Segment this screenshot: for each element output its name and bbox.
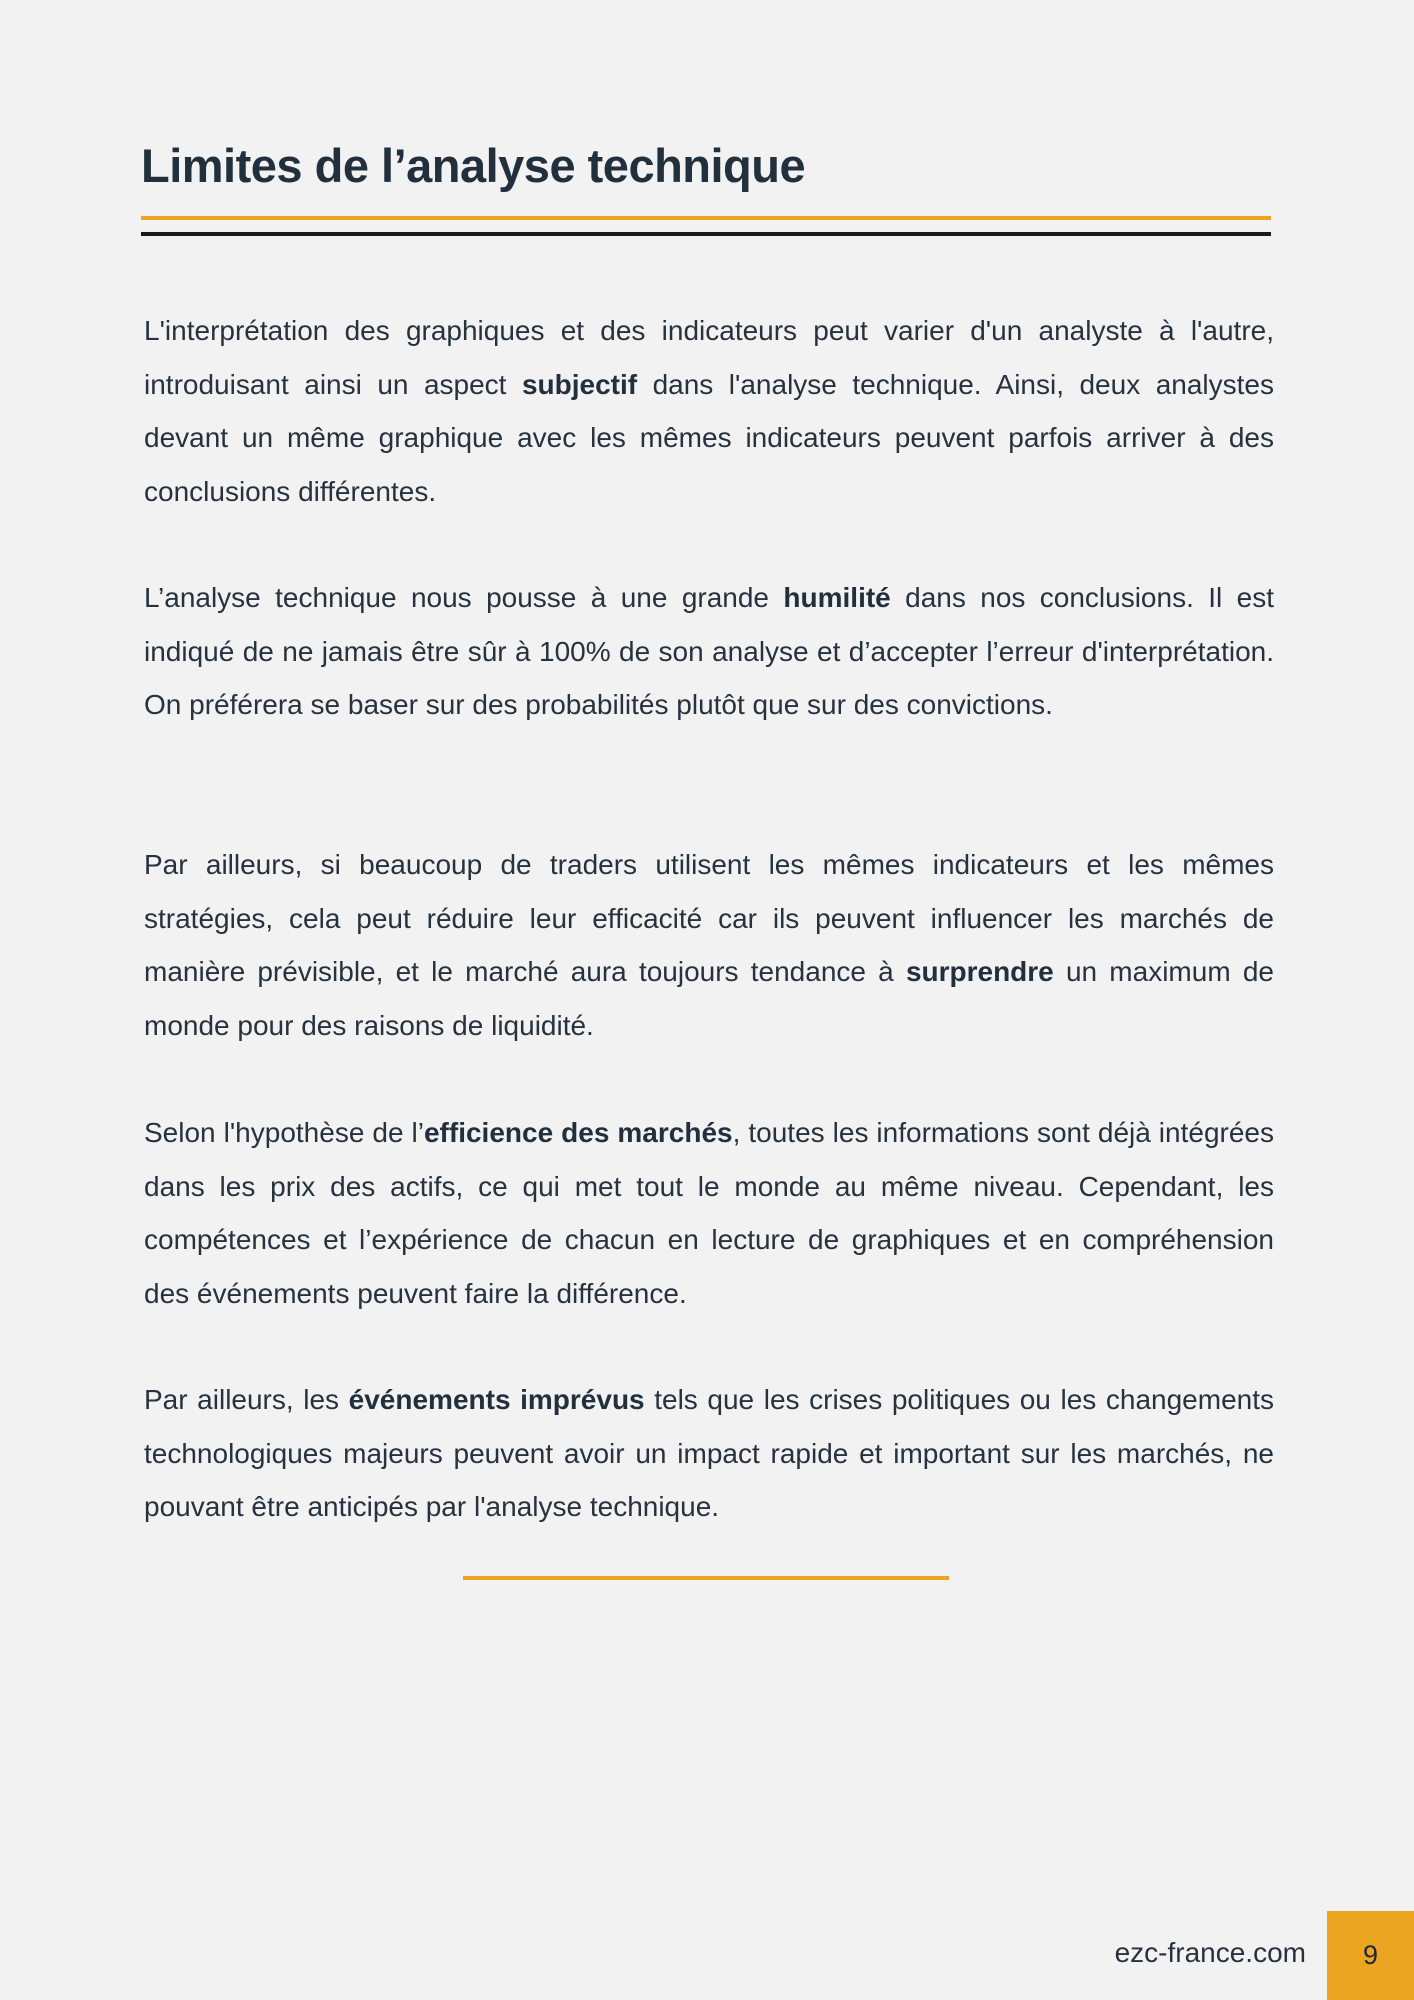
paragraph-text: Selon l'hypothèse de l’ [144,1117,424,1148]
page-number: 9 [1362,1940,1379,1970]
paragraph-humility [144,571,1274,732]
section-end-divider [463,1576,949,1580]
paragraph-text: un maximum de monde pour des raisons de liquidité. [144,956,1274,1041]
emphasis-surprendre: surprendre [905,956,1054,987]
paragraph-text: Par ailleurs, si beaucoup de traders utilisent les mêmes indicateurs et les mêmes stratégies, cela peut réduire leur efficacité car ils peuvent influencer les marchés de manière prévisible, et le marché aura toujours tendance à [144,849,1274,987]
paragraph-text: , toutes les informations sont déjà intégrées dans les prix des actifs, ce qui met tout le monde au même niveau. Cependant, les compétences et l’expérience de chacun en lecture de graphiques et en compréhension des événements peuvent faire la différence. [144,1117,1274,1309]
paragraph-text: dans l'analyse technique. Ainsi, deux analystes devant un même graphique avec les mêmes indicateurs peuvent parfois arriver à des conclusions différentes. [144,368,1274,507]
paragraph-surprise [144,838,1274,1052]
paragraph-subjectivity [144,304,1274,518]
title-underline-dark [141,232,1271,236]
emphasis-subjectif: subjectif [521,368,638,400]
paragraph-text: L’analyse technique nous pousse à une grande [144,582,784,613]
emphasis-humilite: humilité [783,582,891,613]
paragraph-unexpected-events [144,1373,1274,1534]
paragraph-text: dans nos conclusions. Il est indiqué de ne jamais être sûr à 100% de son analyse et d’accepter l’erreur d'interprétation. On préférera se baser sur des probabilités plutôt que sur des convictions. [144,582,1274,720]
emphasis-evenements: événements imprévus [348,1384,645,1415]
title-underline-accent [141,216,1271,220]
footer-website: ezc-france.com [1114,1937,1306,1968]
page-title: Limites de l’analyse technique [141,139,806,192]
paragraph-text: Par ailleurs, les [144,1384,349,1415]
paragraph-text: tels que les crises politiques ou les changements technologiques majeurs peuvent avoir un impact rapide et important sur les marchés, ne pouvant être anticipés par l'analyse technique. [144,1384,1274,1522]
emphasis-efficience: efficience des marchés [423,1117,733,1148]
page-number-badge [1327,1911,1414,2000]
paragraph-text: L'interprétation des graphiques et des indicateurs peut varier d'un analyste à l'autre, introduisant ainsi un aspect [144,315,1274,400]
paragraph-market-efficiency [144,1106,1274,1320]
